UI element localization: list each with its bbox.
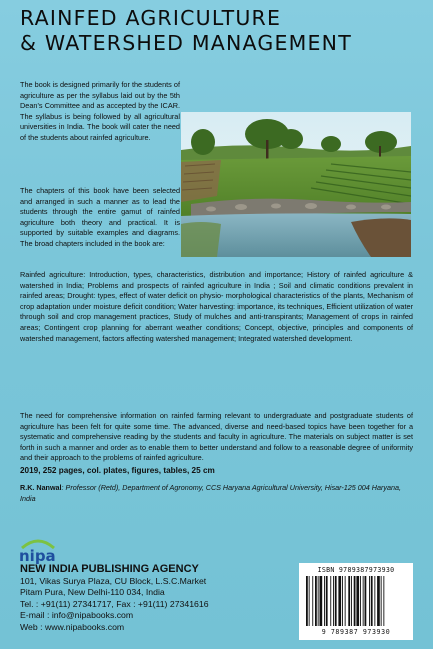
publisher-email: E-mail : info@nipabooks.com [20,610,134,621]
blurb-paragraph-2: The chapters of this book have been selected and arranged in such a manner as to lead the students through the entire gamut of rainfed agriculture both theory and practical. It is supported by suitable examples and diagrams. The broad chapters included in the book are: [20,186,180,248]
publisher-address-2: Pitam Pura, New Delhi-110 034, India [20,587,165,598]
isbn-barcode [299,563,413,640]
barcode-digits: 9 789387 973930 [321,628,391,636]
publication-details: 2019, 252 pages, col. plates, figures, tables, 25 cm [20,466,215,475]
landscape-photo [181,112,411,257]
publisher-web: Web : www.nipabooks.com [20,621,125,632]
isbn-number: ISBN 9789387973930 [317,566,395,574]
author-affiliation: : Professor (Retd), Department of Agronomy, CCS Haryana Agricultural University, Hisar-125 004 Haryana, India [20,483,401,503]
publisher-phone: Tel. : +91(11) 27341717, Fax : +91(11) 27341616 [20,598,209,609]
title-line-2: & WATERSHED MANAGEMENT [20,31,352,55]
publisher-address-1: 101, Vikas Surya Plaza, CU Block, L.S.C.Market [20,576,207,586]
blurb-paragraph-1: The book is designed primarily for the students of agriculture as per the syllabus laid out by the 5th Dean's Committee and as accepted by the ICAR. The syllabus is being followed by all agricultural universities in India. The book will cater the need of the students about rainfed agriculture. [20,80,180,142]
author-name: R.K. Nanwal [20,483,62,492]
publisher-name: NEW INDIA PUBLISHING AGENCY [20,563,199,575]
author-info [20,483,413,504]
publisher-block [20,562,280,633]
blurb-paragraph-3: The need for comprehensive information on rainfed farming relevant to undergraduate and postgraduate students of agriculture has been felt for quite some time. The advanced, diverse and need-based topics have been together for a systematic and comprehensive reading by the students and faculty in agriculture. The materials on subject matter is set forth in such a manner and order as to enable them to better understand and follow to a reasonable degree of uniformity and their approach to the problems of rainfed agriculture. [20,411,413,463]
title-line-1: RAINFED AGRICULTURE [20,6,282,30]
book-title [20,6,420,56]
nipa-logo [16,534,60,564]
logo-text: nipa [19,547,56,564]
chapters-list: Rainfed agriculture: Introduction, types, characteristics, distribution and importance; History of rainfed agriculture & watershed in India; Problems and prospects of rainfed agriculture in India ; Soil and climatic conditions prevalent in rainfed areas; Drought: types, effect of water deficit on physio- morphological characteristics of the plants, Mechanism of crop adaptation under moisture deficit condition; Water harvesting: importance, its techniques, Efficient utilization of water through soil and crop management practices, Study of mulches and anti-transpirants; Management of crops in rainfed areas; Contingent crop planning for aberrant weather conditions; Concept, objective, principles and components of watershed management, factors affecting watershed management; Integrated watershed development. [20,270,413,343]
